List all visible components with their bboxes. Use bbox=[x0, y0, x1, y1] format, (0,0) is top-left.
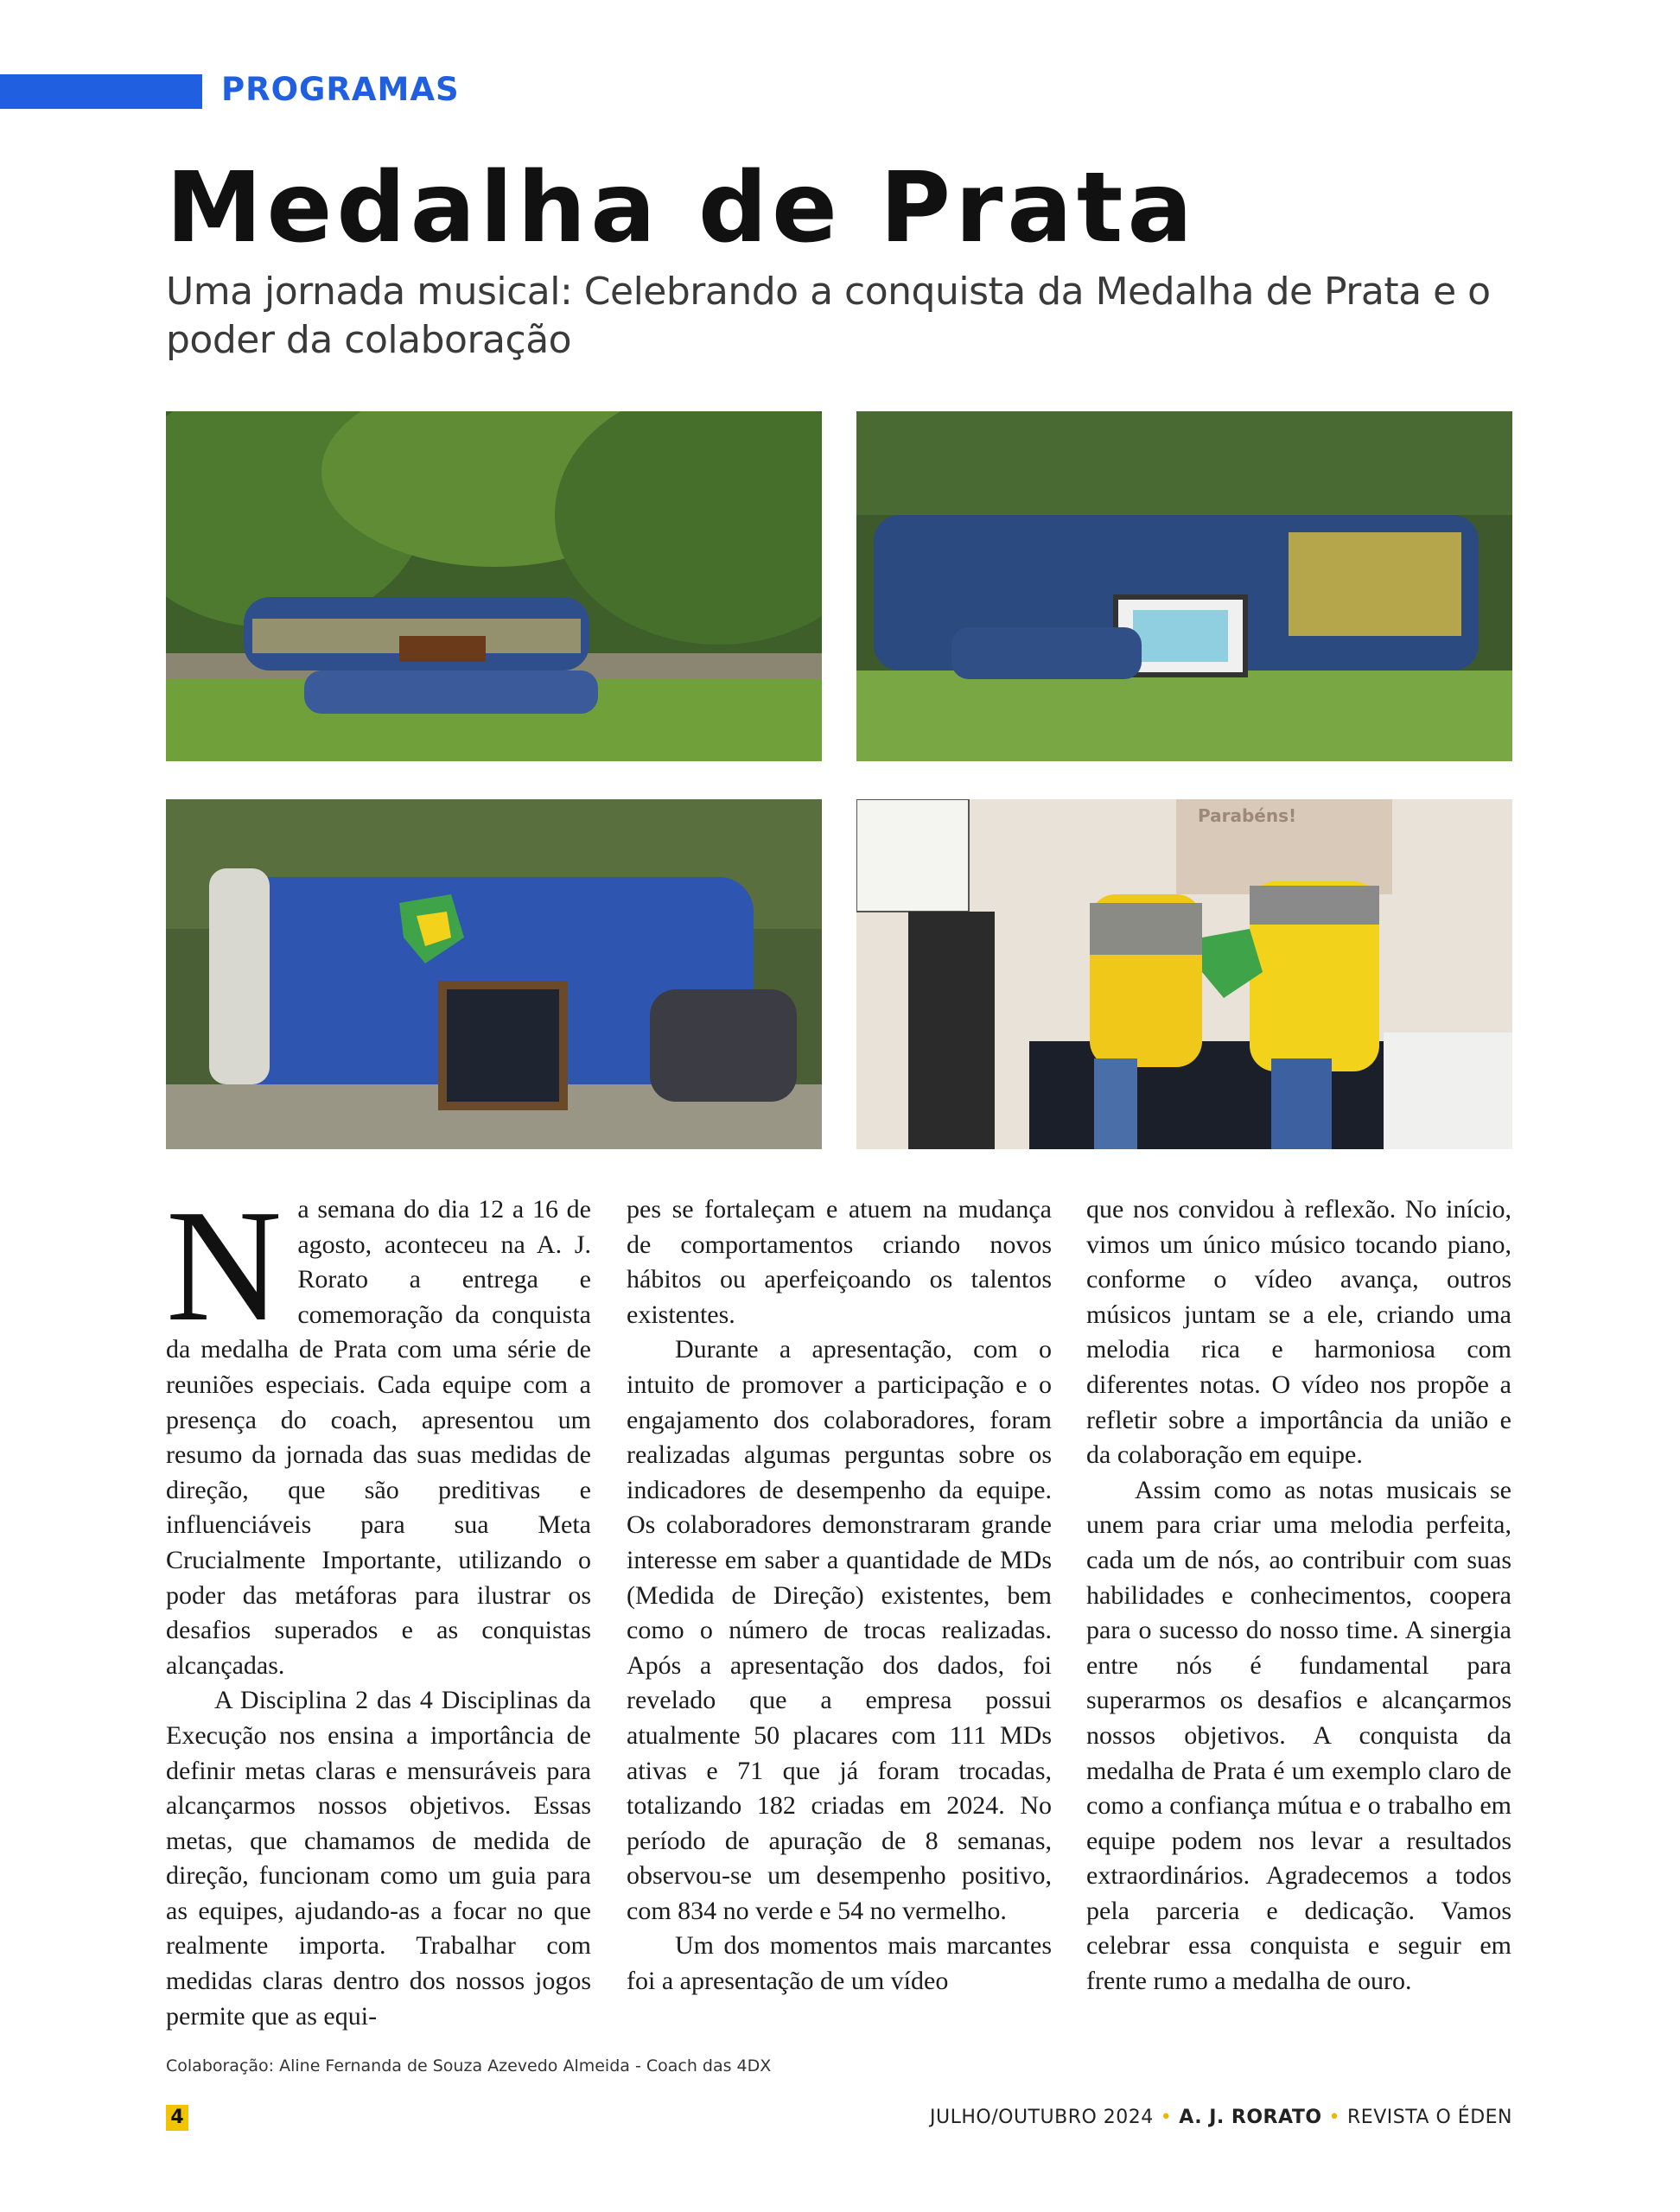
footer-magazine: REVISTA O ÉDEN bbox=[1347, 2107, 1512, 2128]
section-label: PROGRAMAS bbox=[221, 71, 460, 108]
collaboration-credit: Colaboração: Aline Fernanda de Souza Azevedo Almeida - Coach das 4DX bbox=[166, 2056, 772, 2075]
article-column-2 bbox=[627, 1192, 1052, 1999]
team-with-trophy-outdoor bbox=[166, 799, 822, 1149]
section-accent-bar bbox=[0, 74, 202, 109]
page-number: 4 bbox=[166, 2105, 188, 2131]
paragraph: que nos convidou à reflexão. No início, vimos um único músico tocando piano, conforme o vídeo avança, outros músicos juntam se a ele, criando uma melodia rica e harmoniosa com diferentes notas. O vídeo nos propõe a refletir sobre a importância da união e da colaboração em equipe. bbox=[1086, 1195, 1511, 1470]
group-photo-with-board bbox=[856, 411, 1512, 761]
two-winners-indoor bbox=[856, 799, 1512, 1149]
footer-date: JULHO/OUTUBRO 2024 bbox=[930, 2107, 1154, 2128]
paragraph: Durante a apresentação, com o intuito de promover a participação e o engajamento dos colaboradores, foram realizadas algumas perguntas sobre os indicadores de desempenho da equipe. Os colaboradores demonstraram grande interesse em saber a quantidade de MDs (Medida de Direção) existentes, bem como o número de trocas realizadas. Após a apresentação dos dados, foi revelado que a empresa possui atualmente 50 placares com 111 MDs ativas e 71 que já foram trocadas, totalizando 182 criadas em 2024. No período de apuração de 8 semanas, observou-se um desempenho positivo, com 834 no verde e 54 no vermelho. bbox=[627, 1335, 1052, 1925]
group-photo-garden bbox=[166, 411, 822, 761]
footer-separator: • bbox=[1160, 2107, 1173, 2128]
article-column-1 bbox=[166, 1177, 591, 2034]
footer-brand: A. J. RORATO bbox=[1179, 2107, 1322, 2128]
article-subtitle: Uma jornada musical: Celebrando a conquista da Medalha de Prata e o poder da colaboração bbox=[166, 270, 1491, 362]
page-footer bbox=[930, 2107, 1512, 2128]
paragraph: A Disciplina 2 das 4 Disciplinas da Execução nos ensina a importância de definir metas claras e mensuráveis para alcançarmos nossos objetivos. Essas metas, que chamamos de medida de direção, funcionam como um guia para as equipes, ajudando-as a focar no que realmente importa. Trabalhar com medidas claras dentro dos nossos jogos permite que as equi- bbox=[166, 1686, 591, 2031]
paragraph bbox=[166, 1177, 591, 1683]
paragraph: pes se fortaleçam e atuem na mudança de comportamentos criando novos hábitos ou aperfeiçoando os talentos existentes. bbox=[627, 1195, 1052, 1329]
paragraph-text: a semana do dia 12 a 16 de agosto, aconteceu na A. J. Rorato a entrega e comemoração da conquista da medalha de Prata com uma série de reuniões especiais. Cada equipe com a presença do coach, apresentou um resumo da jornada das suas medidas de direção, que são preditivas e influenciáveis para sua Meta Crucialmente Importante, utilizando o poder das metáforas para ilustrar os desafios superados e as conquistas alcançadas. bbox=[166, 1195, 591, 1680]
paragraph: Um dos momentos mais marcantes foi a apresentação de um vídeo bbox=[627, 1931, 1052, 1996]
drop-cap: N bbox=[166, 1177, 283, 1355]
paragraph: Assim como as notas musicais se unem para criar uma melodia perfeita, cada um de nós, ao contribuir com suas habilidades e conhecimentos, coopera para o sucesso do nosso time. A sinergia entre nós é fundamental para superarmos os desafios e alcançarmos nossos objetivos. A conquista da medalha de Prata é um exemplo claro de como a confiança mútua e o trabalho em equipe podem nos levar a resultados extraordinários. Agradecemos a todos pela parceria e dedicação. Vamos celebrar essa conquista e seguir em frente rumo a medalha de ouro. bbox=[1086, 1475, 1511, 1996]
footer-separator: • bbox=[1328, 2107, 1341, 2128]
screen-text: Parabéns! bbox=[1198, 805, 1297, 826]
article-title: Medalha de Prata bbox=[166, 152, 1197, 264]
article-column-3 bbox=[1086, 1192, 1511, 1999]
